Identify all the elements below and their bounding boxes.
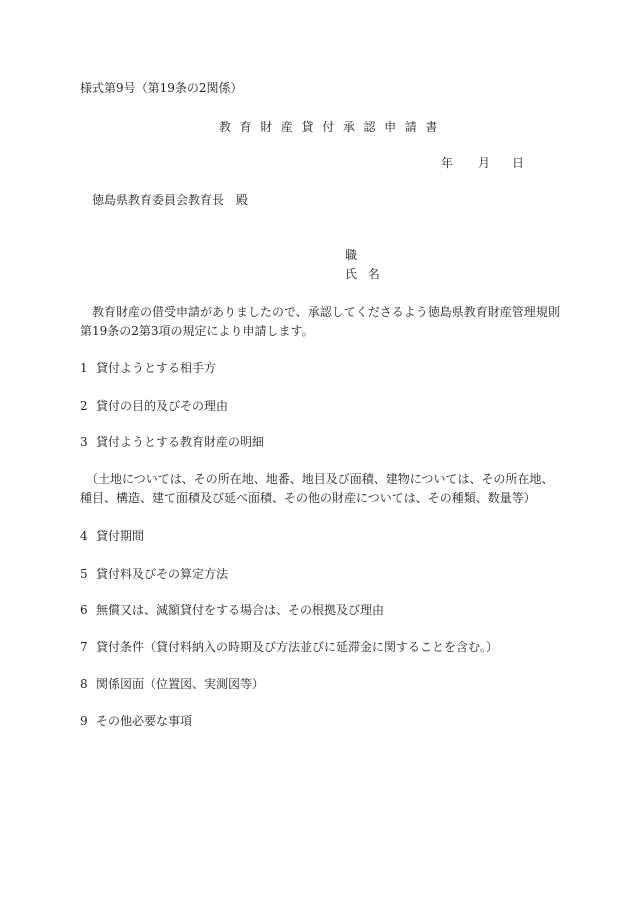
date-year-label: 年	[441, 156, 454, 170]
list-item	[80, 714, 192, 728]
item-text: 関係図面（位置図、実測図等）	[96, 677, 265, 691]
list-item	[80, 603, 384, 617]
item-text: 無償又は、減額貸付をする場合は、その根拠及び理由	[96, 603, 385, 617]
item-number: 6	[80, 603, 88, 617]
list-item	[80, 399, 228, 413]
item-number: 2	[80, 399, 88, 413]
item-number: 8	[80, 677, 88, 691]
item-text: その他必要な事項	[96, 714, 193, 728]
item-text: 貸付期間	[96, 529, 145, 543]
item-number: 9	[80, 714, 88, 728]
item-text: 貸付の目的及びその理由	[96, 399, 229, 413]
list-item	[80, 361, 216, 375]
body-text-line-1: 教育財産の借受申請がありましたので、承認してくださるよう徳島県教育財産管理規則	[92, 305, 560, 319]
item-3-note-line-2: 種目、構造、建て面積及び延べ面積、その他の財産については、その種類、数量等）	[80, 491, 536, 505]
item-number: 7	[80, 640, 88, 654]
form-number: 様式第9号（第19条の2関係）	[80, 81, 243, 95]
list-item	[80, 435, 264, 449]
list-item	[80, 567, 228, 581]
item-number: 3	[80, 435, 88, 449]
applicant-title-label: 職	[345, 248, 358, 262]
applicant-name-label: 氏名	[345, 267, 391, 281]
item-text: 貸付ようとする相手方	[96, 361, 217, 375]
date-day-label: 日	[512, 156, 525, 170]
body-text-line-2: 第19条の2第3項の規定により申請します。	[80, 324, 314, 338]
item-text: 貸付条件（貸付料納入の時期及び方法並びに延滞金に関することを含む。）	[96, 640, 499, 654]
list-item	[80, 640, 498, 654]
item-number: 5	[80, 567, 88, 581]
item-3-note-line-1: （土地については、その所在地、地番、地目及び面積、建物については、その所在地、	[86, 472, 554, 486]
item-text: 貸付料及びその算定方法	[96, 567, 229, 581]
recipient: 徳島県教育委員会教育長 殿	[92, 193, 249, 207]
item-text: 貸付ようとする教育財産の明細	[96, 435, 265, 449]
document-title: 教育財産貸付承認申請書	[219, 120, 447, 134]
item-number: 1	[80, 361, 88, 375]
list-item	[80, 677, 264, 691]
date-month-label: 月	[478, 156, 491, 170]
list-item	[80, 529, 144, 543]
item-number: 4	[80, 529, 88, 543]
